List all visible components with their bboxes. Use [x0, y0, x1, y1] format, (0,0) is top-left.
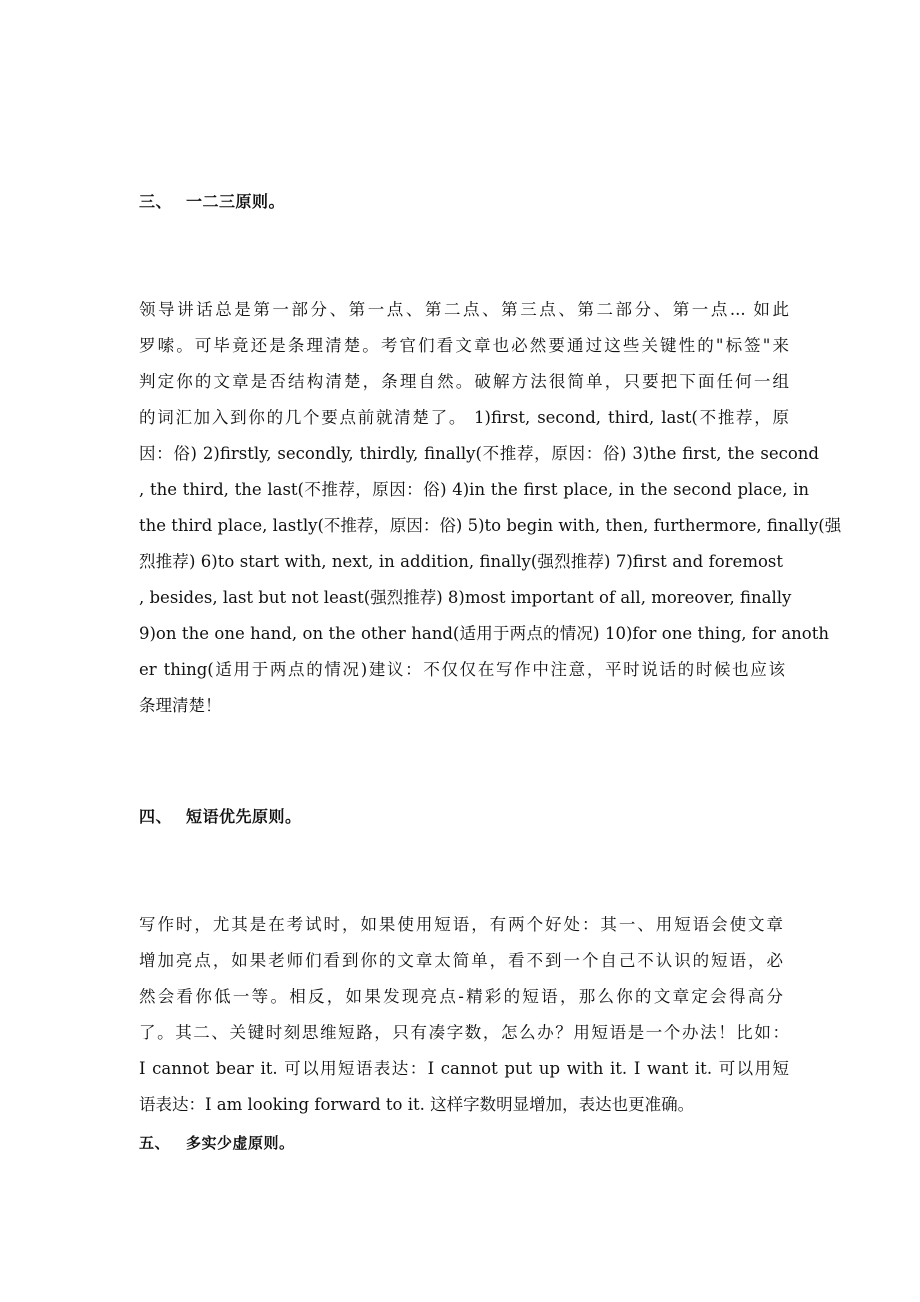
- paragraph-line: 9)on the one hand, on the other hand(适用于两点的情况) 10)for one thing, for anoth: [139, 624, 829, 643]
- paragraph-line: er thing(适用于两点的情况)建议：不仅仅在写作中注意，平时说话的时候也应该: [139, 660, 785, 679]
- section-number: 三、: [139, 192, 173, 211]
- paragraph-line: , besides, last but not least(强烈推荐) 8)most important of all, moreover, finally: [139, 588, 792, 607]
- paragraph-line: I cannot bear it. 可以用短语表达：I cannot put up with it. I want it. 可以用短: [139, 1059, 789, 1078]
- paragraph-line: 写作时，尤其是在考试时，如果使用短语，有两个好处：其一、用短语会使文章: [139, 915, 783, 934]
- paragraph-line: 的词汇加入到你的几个要点前就清楚了。 1)first, second, third, last(不推荐，原: [139, 408, 789, 427]
- section-number: 四、: [139, 807, 173, 826]
- section-title: 一二三原则。: [186, 192, 286, 211]
- paragraph-line: , the third, the last(不推荐，原因：俗) 4)in the first place, in the second place, in: [139, 480, 809, 499]
- paragraph-line: 烈推荐) 6)to start with, next, in addition, finally(强烈推荐) 7)first and foremost: [139, 552, 783, 571]
- paragraph-line: 增加亮点，如果老师们看到你的文章太简单，看不到一个自己不认识的短语，必: [139, 951, 783, 970]
- section-number: 五、: [139, 1134, 171, 1152]
- section-heading-3: [139, 192, 285, 212]
- paragraph-line: 条理清楚！: [139, 696, 222, 715]
- paragraph-line: 罗嗦。可毕竟还是条理清楚。考官们看文章也必然要通过这些关键性的"标签"来: [139, 336, 789, 355]
- section-heading-5: [139, 1133, 295, 1153]
- section-heading-4: [139, 807, 302, 827]
- paragraph-line: 语表达：I am looking forward to it. 这样字数明显增加，表达也更准确。: [139, 1095, 695, 1114]
- section-title: 短语优先原则。: [186, 807, 302, 826]
- paragraph-line: 因：俗) 2)firstly, secondly, thirdly, finally(不推荐，原因：俗) 3)the first, the second: [139, 444, 819, 463]
- paragraph-line: 了。其二、关键时刻思维短路，只有凑字数，怎么办？用短语是一个办法！比如：: [139, 1023, 789, 1042]
- paragraph-line: 然会看你低一等。相反，如果发现亮点-精彩的短语，那么你的文章定会得高分: [139, 987, 783, 1006]
- paragraph-line: 领导讲话总是第一部分、第一点、第二点、第三点、第二部分、第一点... 如此: [139, 300, 789, 319]
- paragraph-line: 判定你的文章是否结构清楚，条理自然。破解方法很简单，只要把下面任何一组: [139, 372, 789, 391]
- section-title: 多实少虚原则。: [186, 1134, 295, 1152]
- paragraph-line: the third place, lastly(不推荐，原因：俗) 5)to begin with, then, furthermore, finally(强: [139, 516, 842, 535]
